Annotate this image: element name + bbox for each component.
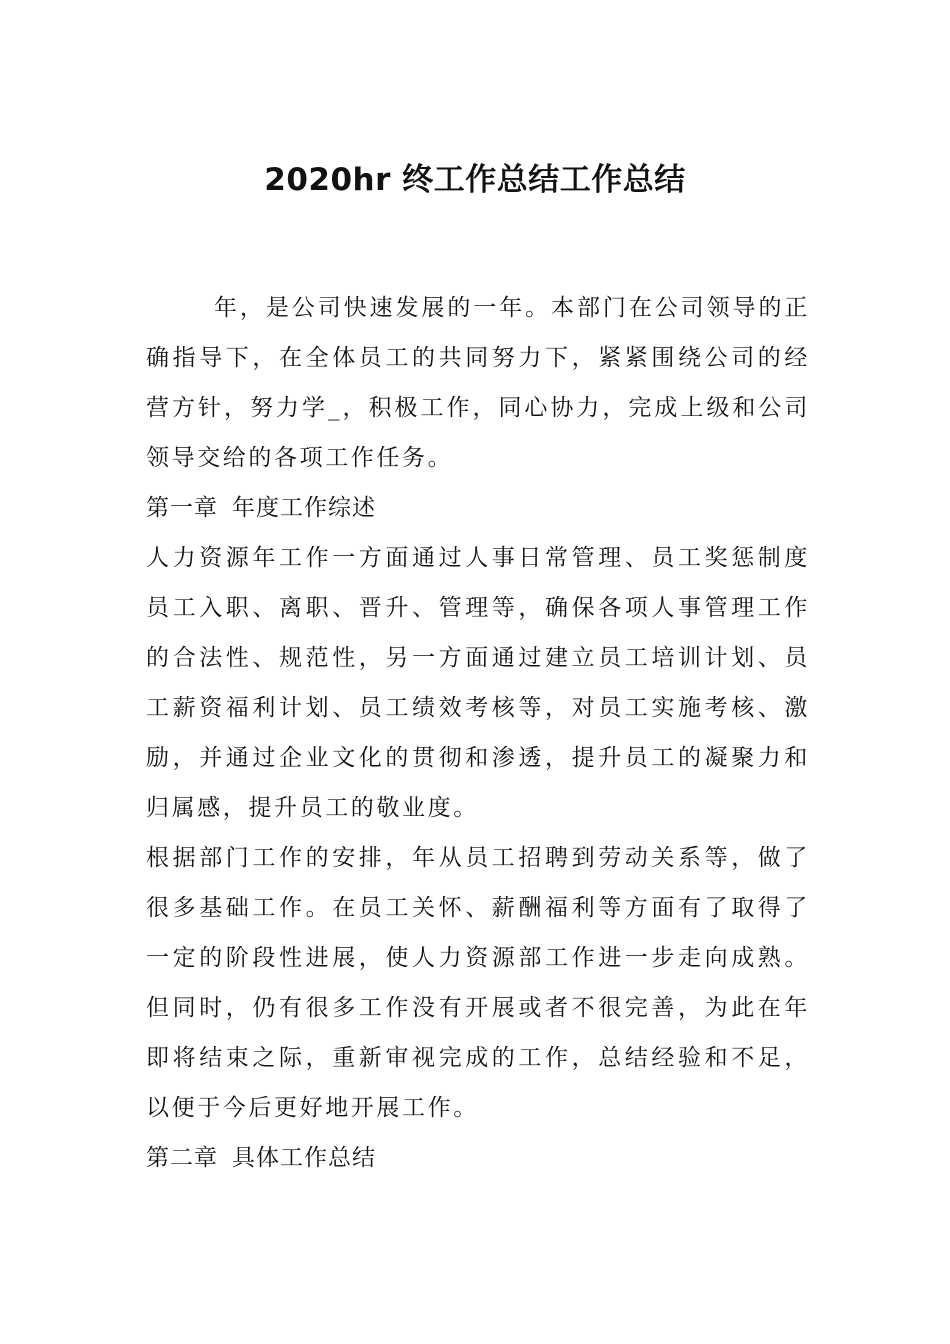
- chapter-heading-2: [146, 1133, 810, 1183]
- chapter-heading-1: [146, 483, 810, 533]
- overview-paragraph: 人力资源年工作一方面通过人事日常管理、员工奖惩制度员工入职、离职、晋升、管理等，确保各项人事管理工作的合法性、规范性，另一方面通过建立员工培训计划、员工薪资福利计划、员工绩效考核等，对员工实施考核、激励，并通过企业文化的贯彻和渗透，提升员工的凝聚力和归属感，提升员工的敬业度。: [146, 545, 810, 821]
- document-title: 2020hr 终工作总结工作总结: [264, 162, 686, 198]
- chapter-title: 具体工作总结: [232, 1145, 376, 1171]
- document-body: [146, 283, 810, 1183]
- chapter-number: 第二章: [146, 1145, 218, 1171]
- chapter-title: 年度工作综述: [232, 495, 376, 521]
- chapter-number: 第一章: [146, 495, 218, 521]
- progress-paragraph: 根据部门工作的安排，年从员工招聘到劳动关系等，做了很多基础工作。在员工关怀、薪酬福利等方面有了取得了一定的阶段性进展，使人力资源部工作进一步走向成熟。但同时，仍有很多工作没有开展或者不很完善，为此在年即将结束之际，重新审视完成的工作，总结经验和不足，以便于今后更好地开展工作。: [146, 845, 810, 1121]
- intro-paragraph: 年，是公司快速发展的一年。本部门在公司领导的正确指导下，在全体员工的共同努力下，紧紧围绕公司的经营方针，努力学_，积极工作，同心协力，完成上级和公司领导交给的各项工作任务。: [146, 295, 810, 471]
